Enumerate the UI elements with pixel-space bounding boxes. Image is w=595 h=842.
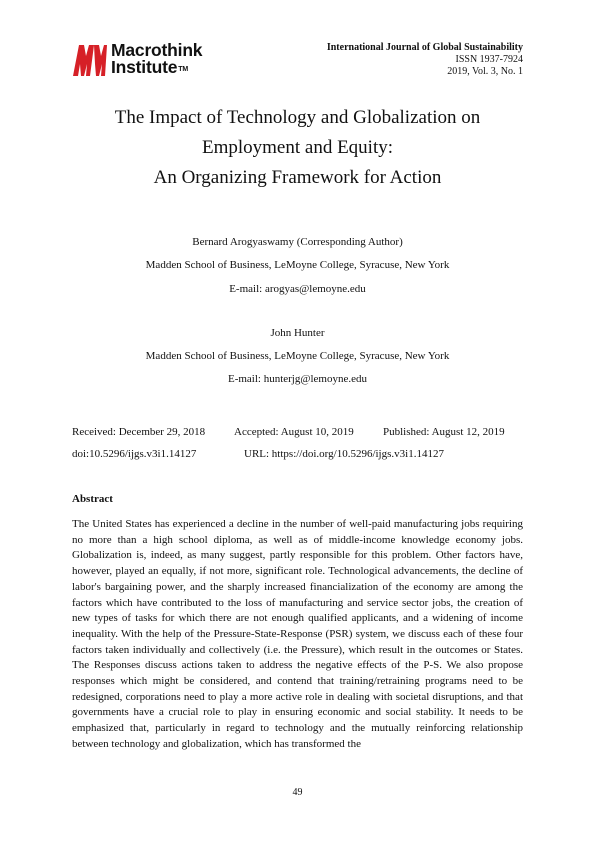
author-block (60, 235, 535, 396)
macrothink-logo-icon (72, 42, 108, 78)
author-affiliation: Madden School of Business, LeMoyne College, Syracuse, New York (145, 259, 450, 272)
paper-title (60, 103, 535, 193)
logo-line1: Macrothink (111, 40, 203, 60)
accepted-date: Accepted: August 10, 2019 (234, 426, 354, 438)
doi-line (72, 447, 444, 489)
journal-info (327, 42, 523, 78)
title-line-2: Employment and Equity: (201, 137, 394, 158)
journal-volume: 2019, Vol. 3, No. 1 (447, 66, 523, 77)
author-name: Bernard Arogyaswamy (Corresponding Author) (192, 236, 403, 248)
title-line-3: An Organizing Framework for Action (153, 167, 442, 188)
author-email[interactable]: E-mail: arogyas@lemoyne.edu (229, 282, 366, 295)
logo-trademark: TM (178, 66, 188, 73)
title-line-1: The Impact of Technology and Globalization on (114, 107, 481, 128)
author-name: John Hunter (270, 326, 325, 339)
author-email[interactable]: E-mail: hunterjg@lemoyne.edu (227, 373, 368, 386)
abstract-heading: Abstract (72, 493, 113, 505)
publisher-logo (72, 42, 232, 78)
journal-issn: ISSN 1937-7924 (455, 54, 523, 65)
author-affiliation: Madden School of Business, LeMoyne College, Syracuse, New York (145, 350, 450, 363)
doi-text: doi:10.5296/ijgs.v3i1.14127 (72, 448, 197, 460)
received-date: Received: December 29, 2018 (72, 426, 206, 438)
logo-line2: Institute (111, 57, 178, 77)
published-date: Published: August 12, 2019 (383, 426, 505, 438)
logo-wordmark (111, 42, 202, 76)
journal-name: International Journal of Global Sustainability (326, 42, 523, 53)
page-number: 49 (292, 787, 303, 798)
doi-url-link[interactable]: URL: https://doi.org/10.5296/ijgs.v3i1.14127 (244, 448, 444, 460)
abstract-body: The United States has experienced a decline in the number of well-paid manufacturing jobs requiring no more than a high school diploma, as well as of middle-income knowledge economy jobs. Globalization is, indeed, as many suggest, partly responsible for this problem. Other factors have, however, played an equally, if not more, significant role. Technological advancements, the decline of labor's bargaining power, and the sharply increased financialization of the economy are among the factors which have contributed to the loss of manufacturing and service sector jobs, the creation of new types of tasks for which there are not enough qualified applicants, and a widening of income inequality. With the help of the Pressure-State-Response (PSR) system, we discuss each of these four factors taken individually and collectively (i.e. the Pressure), which result in the outcomes or States. The Responses discuss actions taken to address the negative effects of the P-S. We also propose responses which might be considered, and contend that training/retraining programs need to be redesigned, corporations need to play a more active role in dealing with societal disruptions, and that governments have a crucial role to play in ensuring economic and social stability. It needs to be emphasized that, particularly in regard to technology and the mutually reinforcing relationship between technology and globalization, which has transformed the (72, 518, 523, 750)
